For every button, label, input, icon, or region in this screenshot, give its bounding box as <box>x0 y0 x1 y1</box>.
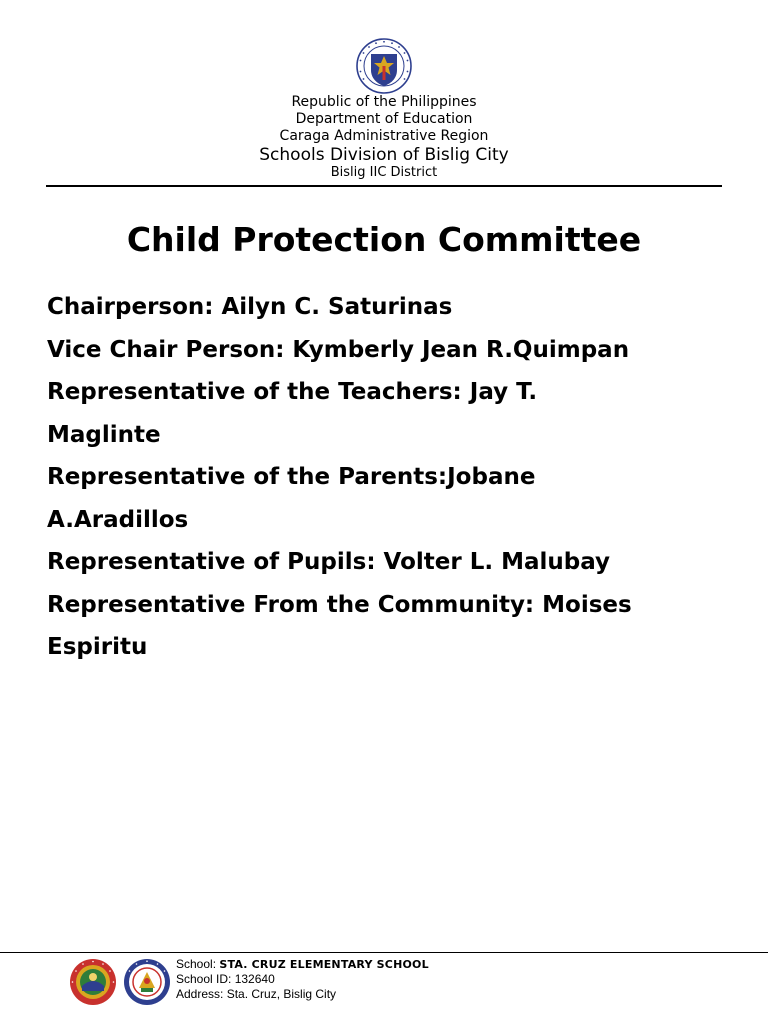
member-chairperson: Chairperson: Ailyn C. Saturinas <box>47 294 453 320</box>
footer-divider <box>0 952 768 953</box>
school-seal-icon <box>123 958 171 1006</box>
school-address: Address: Sta. Cruz, Bislig City <box>176 987 337 1001</box>
header-divider <box>46 185 722 187</box>
header-region: Caraga Administrative Region <box>279 128 489 144</box>
school-name: STA. CRUZ ELEMENTARY SCHOOL <box>219 958 429 971</box>
school-id: School ID: 132640 <box>176 972 275 986</box>
member-vice-chair: Vice Chair Person: Kymberly Jean R.Quimpan <box>47 336 630 363</box>
school-info <box>176 957 429 1002</box>
header-division: Schools Division of Bislig City <box>259 145 509 165</box>
deped-seal-icon <box>356 38 412 94</box>
division-seal-icon <box>69 958 117 1006</box>
member-community-rep-cont: Espiritu <box>47 634 148 660</box>
member-teachers-rep-cont: Maglinte <box>47 421 161 448</box>
header-district: Bislig IIC District <box>330 165 438 180</box>
school-name-line <box>176 957 429 972</box>
member-parents-rep: Representative of the Parents:Jobane <box>47 464 536 490</box>
member-parents-rep-cont: A.Aradillos <box>47 506 189 533</box>
school-label: School: <box>176 957 220 971</box>
page-title: Child Protection Committee <box>126 220 642 259</box>
header-republic: Republic of the Philippines <box>291 94 477 110</box>
letterhead <box>0 94 768 181</box>
member-pupils-rep: Representative of Pupils: Volter L. Malubay <box>47 549 611 575</box>
member-community-rep: Representative From the Community: Moises <box>47 591 632 618</box>
committee-member-list <box>47 286 727 669</box>
header-department: Department of Education <box>295 111 473 127</box>
member-teachers-rep: Representative of the Teachers: Jay T. <box>47 379 538 405</box>
